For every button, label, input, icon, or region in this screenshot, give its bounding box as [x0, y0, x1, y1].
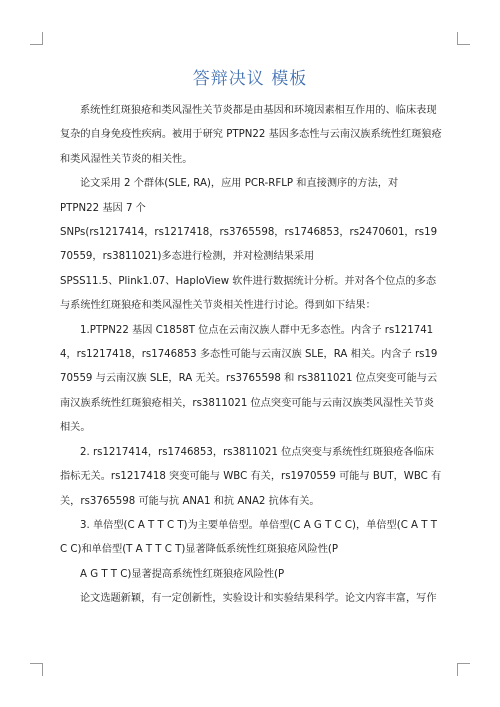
paragraph-intro: 系统性红斑狼疮和类风湿性关节炎都是由基因和环境因素相互作用的、临床表现复杂的自身免疫性疾病。被用于研究 PTPN22 基因多态性与云南汉族系统性红斑狼疮和类风湿性关节炎的相关性。 [60, 105, 442, 165]
crop-mark-top-right [457, 32, 470, 45]
paragraph-snps: SNPs(rs1217414，rs1217418，rs3765598，rs1746853，rs2470601，rs1970559，rs3811021)多态进行检测，并对检测结果采用 [60, 227, 438, 263]
paragraph-result-3-cont: A G T T C)显著提高系统性红斑狼疮风险性(P [80, 568, 285, 580]
document-body [60, 99, 443, 612]
paragraph-result-3: 3. 单倍型(C A T T C T)为主要单倍型。单倍型(C A G T C C)，单倍型(C A T T C C)和单倍型(T A T T C T)显著降低系统性红斑狼疮风险性(P [60, 519, 437, 556]
crop-mark-top-left [30, 32, 43, 45]
crop-mark-bottom-left [30, 663, 43, 676]
paragraph-method: 论文采用 2 个群体(SLE, RA)，应用 PCR-RFLP 和直接测序的方法，对 [80, 178, 399, 190]
paragraph-result-2: 2. rs1217414，rs1746853，rs3811021 位点突变与系统性红斑狼疮各临床指标无关。rs1217418 突变可能与 WBC 有关，rs1970559 可能与 BUT，WBC 有关，rs3765598 可能与抗 ANA1 和抗 ANA2 抗体有关。 [60, 446, 442, 507]
document-title: 答辩决议 模板 [192, 69, 308, 89]
paragraph-gene: PTPN22 基因 7 个 [60, 202, 146, 214]
paragraph-software: SPSS11.5、Plink1.07、HaploView 软件进行数据统计分析。并对各个位点的多态与系统性红斑狼疮和类风湿性关节炎相关性进行讨论。得到如下结果： [60, 275, 437, 312]
paragraph-result-1: 1.PTPN22 基因 C1858T 位点在云南汉族人群中无多态性。内含子 rs1217414，rs1217418，rs1746853 多态性可能与云南汉族 SLE，RA 相关。内含子 rs1970559 与云南汉族 SLE，RA 无关。rs3765598 和 rs3811021 位点突变可能与云南汉族系统性红斑狼疮相关，rs3811021 位点突变可能与云南汉族类风湿性关节炎相关。 [60, 324, 438, 434]
paragraph-evaluation: 论文选题新颖，有一定创新性，实验设计和实验结果科学。论文内容丰富，写作 [80, 593, 437, 605]
crop-mark-bottom-right [457, 663, 470, 676]
